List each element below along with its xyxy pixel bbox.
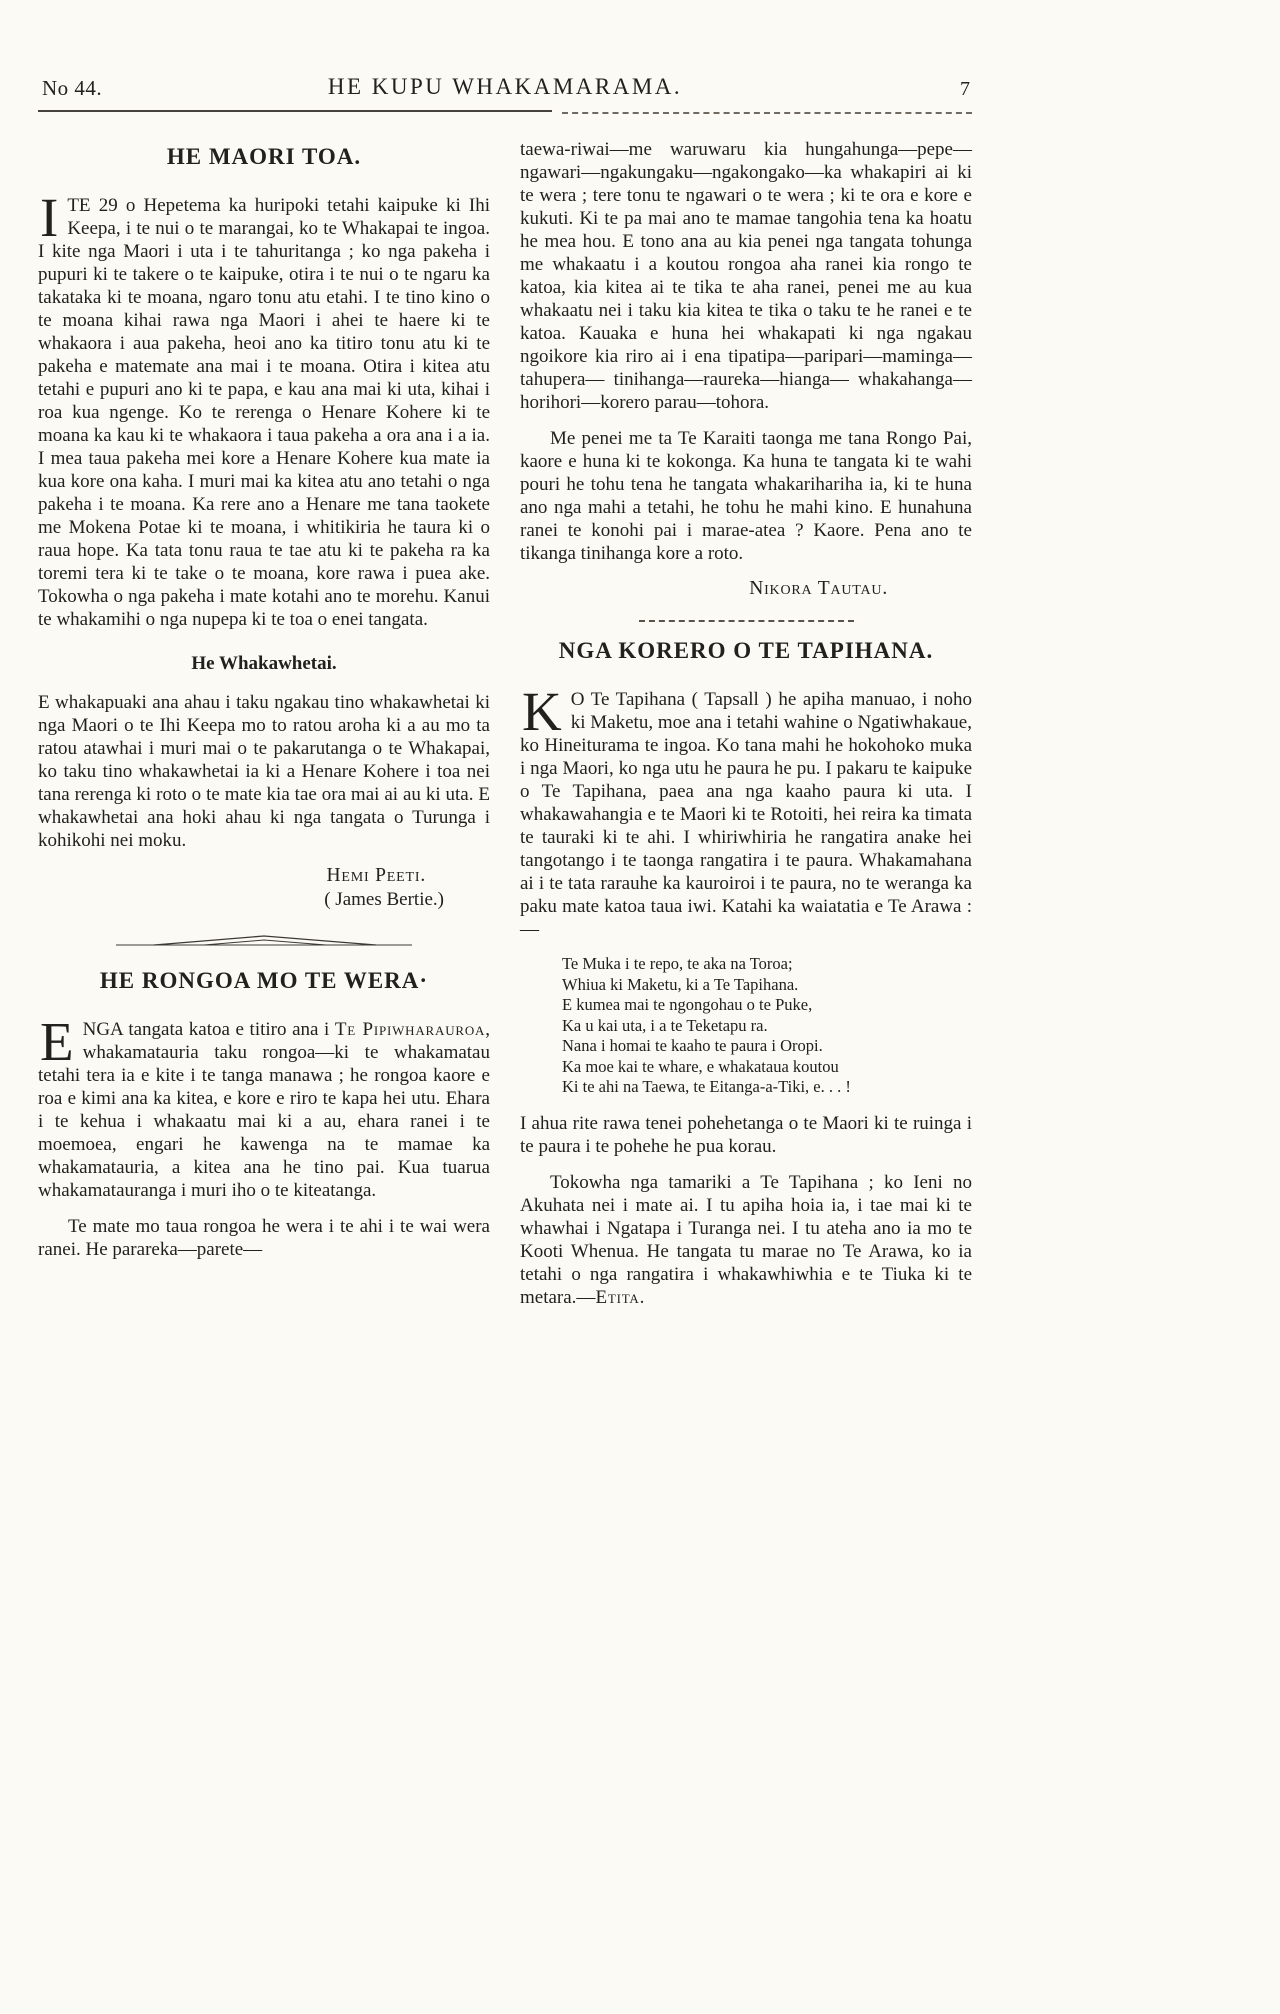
signature-block: [38, 865, 490, 887]
header-rule: [38, 110, 972, 112]
verse-line: Te Muka i te repo, te aka na Toroa;: [562, 954, 793, 973]
header-rule-dotted: [562, 112, 972, 114]
subsection-title-he-whakawhetai: He Whakawhetai.: [191, 653, 337, 674]
paragraph: [520, 1171, 972, 1309]
divider-ornament: [38, 933, 490, 954]
signature-block: [520, 578, 972, 600]
paragraph-text: , whakamatauria taku rongoa—ki te whakamatau tetahi tera ia e kite i te tanga manawa ; he rongoa kaore e roa e kimi ana ka kitea, e kore e riro te kapa hei utu. Ehara i te kehua i whakaatu mai ki a au, ehara ranei i te moemoea, engari he kawenga na te mamae ka whakamatauria, a kitea ana he tino pai. Kua tuarua whakamatauranga i muri iho o te kiteatanga.: [38, 1019, 490, 1201]
article-title-he-rongoa: HE RONGOA MO TE WERA·: [99, 968, 429, 993]
left-column: [38, 138, 490, 1322]
drop-cap-k: K: [522, 681, 562, 742]
signature-name: Hemi Peeti.: [326, 865, 426, 886]
verse-line: E kumea mai te ngongohau o te Puke,: [562, 995, 813, 1014]
signature-name: Nikora Tautau.: [749, 578, 888, 599]
article-title-nga-korero: NGA KORERO O TE TAPIHANA.: [558, 638, 934, 663]
two-column-layout: [38, 138, 976, 1322]
paragraph-continuation: taewa-riwai—me waruwaru kia hungahunga—pepe—ngawari—ngakungaku—ngakongako—ka whakapiri ai ki te wera ; tere tonu te ngawari o te wera ; ki te ora e kore e kukuti. Ki te pa mai ano te mamae tangohia tena ka hoatu he mea hou. E tono ana au kia penei nga tangata tohunga me whakaatu i a koutou rongoa aha ranei kia rongo te katoa, kia kitea ai te tika te aha ranei, penei me au kua whakaatu nei i taku kia kitea te tika o taku te he ranei e te katoa. Kauaka e huna hei whakapati ki nga ngakau ngoikore kia riro ai i ena tipatipa—paripari—maminga—tahupera— tinihanga—raureka—hianga— whakahanga—horihori—korero parau—tohora.: [520, 139, 972, 413]
paragraph: E whakapuaki ana ahau i taku ngakau tino whakawhetai ki nga Maori o te Ihi Keepa mo to ratou aroha ki a au mo ta ratou atawhai i muri mai o te pakarutanga o te Whakapai, ko taku tino whakawhetai ia ki a Henare Kohere i toa nei tana rerenga ki roto o te mate kia tae ora mai ai au ki uta. E whakawhetai ana hoki ahau ki nga tangata o Turunga i kohikohi nei moku.: [38, 692, 490, 851]
paragraph: [38, 1011, 490, 1202]
drop-cap-e: E: [40, 1011, 74, 1072]
paragraph: Me penei me ta Te Karaiti taonga me tana Rongo Pai, kaore e huna ki te kokonga. Ka huna te tangata ki te wahi pouri he tohu tena he tangata whakarihariha ia, ki te huna ano nga mahi a tetahi, he tohu he mahi kino. E hunahuna ranei te konohi pai i marae-atea ? Kaore. Pena ano te tikanga tinihanga kore a roto.: [520, 428, 972, 564]
right-column: [520, 138, 972, 1322]
drop-cap-i: I: [40, 187, 59, 248]
issue-number: No 44.: [42, 76, 103, 100]
signature-alt-block: [38, 889, 490, 911]
editor-signature: Etita.: [595, 1286, 646, 1308]
signature-alt-text: ( James Bertie.): [324, 889, 444, 910]
verse-line: Ki te ahi na Taewa, te Eitanga-a-Tiki, e. . . !: [562, 1077, 851, 1096]
verse-line: Nana i homai te kaaho te paura i Oropi.: [562, 1036, 823, 1055]
page-number: 7: [960, 78, 970, 100]
paper-name-smallcaps: Te Pipiwharauroa: [334, 1019, 486, 1040]
verse-line: Ka u kai uta, i a te Teketapu ra.: [562, 1015, 768, 1035]
page-header: [38, 74, 972, 104]
header-rule-solid: [38, 110, 552, 112]
paragraph-text: Tokowha nga tamariki a Te Tapihana ; ko Ieni no Akuhata nei i mate ai. I tu apiha hoia ia, i tae mai ki te whawhai i Ngatapa i Turanga nei. I tu ateha ano ia mo te Kooti Whenua. He tangata tu marae no Te Arawa, ko ia tetahi o nga rangatira i whakawhiwhia e te Tiuka ki te metara.—: [520, 1171, 972, 1308]
masthead-title: HE KUPU WHAKAMARAMA.: [327, 74, 683, 99]
paragraph: [520, 681, 972, 941]
verse-block: [562, 954, 972, 1098]
dashed-divider: [639, 620, 854, 622]
paragraph-text: TE 29 o Hepetema ka huripoki tetahi kaipuke ki Ihi Keepa, i te nui o te marangai, ko te Whakapai te ingoa. I kite nga Maori i uta i te tahuritanga ; ko nga pakeha i pupuri ki te takere o te kaipuke, otira i te nui o te ngaru ka takataka ki te moana, ngaro tonu atu etahi. I te tino kino o te moana kihai rawa nga Maori i ahei te haere ki te whakaora i aua pakeha, heoi ano ka titiro tonu atu ki te pakeha e matemate ana mai i te moana. Otira i kitea atu tetahi e pupuri ano ki te papa, e kau ana mai ki uta, kihai i roa kua ngenge. Ko te rerenga o Henare Kohere ki te moana ka kau ki te whakaora i taua pakeha a ora ana i a ia. I mea taua pakeha mei kore a Henare Kohere kua mate ia kua kore ona kaha. I muri mai ka kitea atu ano tetahi o nga pakeha i te moana. Ka rere ano a Henare me tana taokete me Mokena Potae ki te moana, i whitikiria he taura ki o raua hope. Ka tata tonu raua te tae atu ki te pakeha ra ka toremi tera ki te take o te moana, kore rawa i puea ake. Tokowha o nga pakeha i mate kotahi ano te morehu. Kanui te whakamihi o nga nupepa ki te toa o enei tangata.: [38, 195, 490, 630]
article-title-he-maori-toa: HE MAORI TOA.: [166, 144, 362, 169]
paragraph: Te mate mo taua rongoa he wera i te ahi i te wai wera ranei. He parareka—parete—: [38, 1216, 490, 1260]
paragraph-text: O Te Tapihana ( Tapsall ) he apiha manuao, i noho ki Maketu, moe ana i tetahi wahine o Ngatiwhakaue, ko Hineiturama te ingoa. Ko tana mahi he hokohoko muka i nga Maori, ko nga utu he paura he pu. I pakaru te kaipuke o Te Tapihana, paea ana nga kaaho paura ki uta. I whakawahangia e te Maori ki te Rotoiti, hei reira ka timata te tauraki ki te ahi. I whiriwhiria he rangatira anake hei tangotango i te taonga rangatira i te paura. Whakamahana ai i te tata rarauhe ka kauroiroi i te paura, no te weranga ka paku mate katoa taua iwi. Katahi ka waiatatia e Te Arawa :—: [520, 689, 972, 940]
verse-line: Ka moe kai te whare, e whakataua koutou: [562, 1056, 839, 1076]
verse-line: Whiua ki Maketu, ki a Te Tapihana.: [562, 974, 799, 994]
paragraph: I ahua rite rawa tenei pohehetanga o te Maori ki te ruinga i te paura i te pohehe he pua korau.: [520, 1112, 972, 1157]
paragraph: [38, 187, 490, 631]
divider-ornament-icon: [114, 933, 414, 949]
paragraph-text: NGA tangata katoa e titiro ana i: [82, 1019, 335, 1040]
